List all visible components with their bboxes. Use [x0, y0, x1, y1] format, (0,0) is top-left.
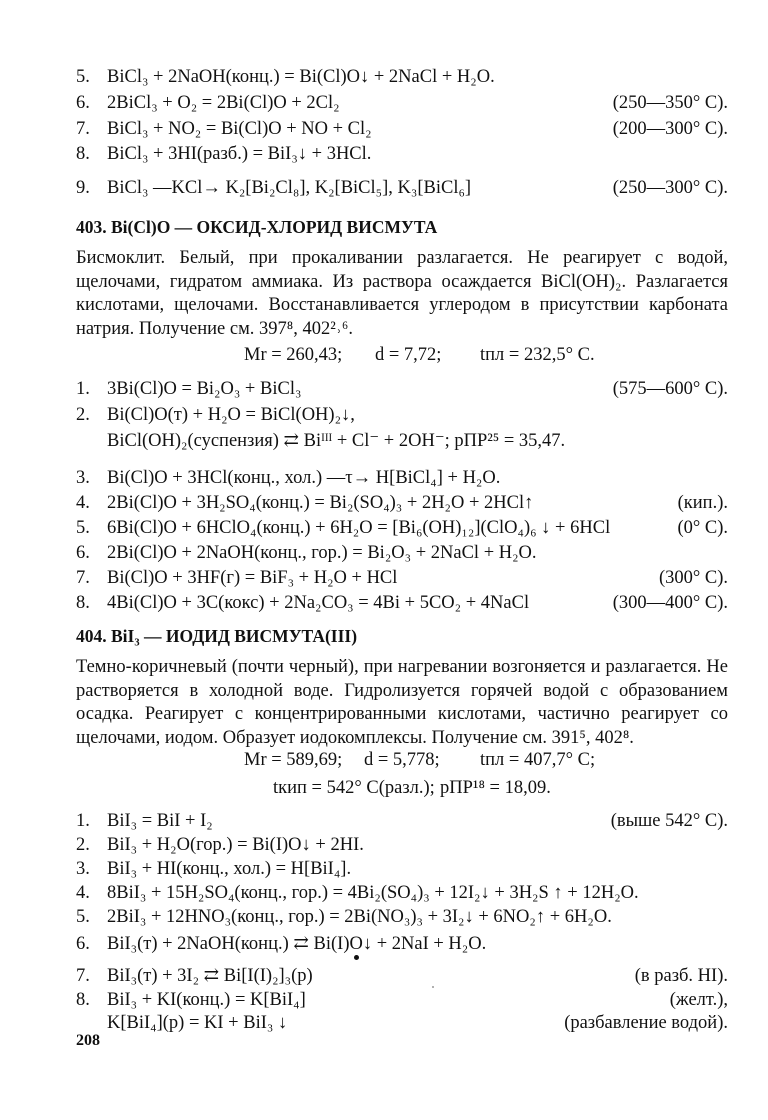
reaction-equation: BiI₃ + HI(конц., хол.) = H[BiI₄].: [107, 859, 352, 879]
reaction-line: [76, 963, 728, 989]
reaction-equation: BiCl₃ + NO₂ = Bi(Cl)O + NO + Cl₂: [107, 119, 372, 139]
reaction-number: 9.: [76, 178, 90, 198]
reaction-condition: (в разб. HI).: [634, 966, 728, 986]
reaction-number: 2.: [76, 405, 90, 425]
reaction-equation: K[BiI₄](р) = KI + BiI₃ ↓: [107, 1013, 288, 1033]
reaction-number: 7.: [76, 119, 90, 139]
property-melting-point: tпл = 407,7° C;: [480, 750, 596, 770]
property-boiling-point: tкип = 542° C(разл.);: [273, 778, 435, 798]
section-description: Бисмоклит. Белый, при прокаливании разлагается. Не реагирует с водой, щелочами, гидратом аммиака. Из раствора осаждается BiCl(OH)₂. Разлагается кислотами, щелочами. Восстанавливается углеродом в присутствии карбоната натрия. Получение см. 397⁸, 402²˒⁶.: [76, 248, 728, 339]
reaction-number: 4.: [76, 493, 90, 513]
reaction-line: [76, 880, 728, 906]
reaction-line: [76, 175, 728, 201]
reaction-number: 6.: [76, 934, 90, 954]
reaction-equation: 3Bi(Cl)O = Bi₂O₃ + BiCl₃: [107, 379, 302, 399]
reaction-number: 8.: [76, 593, 90, 613]
reaction-line: [76, 402, 728, 428]
reaction-number: 6.: [76, 93, 90, 113]
reaction-condition: (300—400° C).: [612, 593, 728, 613]
page-number: 208: [76, 1032, 100, 1049]
reaction-equation: BiCl₃ + 2NaOH(конц.) = Bi(Cl)O↓ + 2NaCl + H₂O.: [107, 67, 495, 87]
reaction-equation: BiCl₃ + 3HI(разб.) = BiI₃↓ + 3HCl.: [107, 144, 372, 164]
reaction-line: [76, 904, 728, 930]
reaction-number: 5.: [76, 907, 90, 927]
reaction-number: 7.: [76, 568, 90, 588]
reaction-condition: (250—300° C).: [612, 178, 728, 198]
reaction-number: 5.: [76, 67, 90, 87]
reaction-condition: (300° C).: [658, 568, 728, 588]
reaction-equation: 2Bi(Cl)O + 2NaOH(конц., гор.) = Bi₂O₃ + 2NaCl + H₂O.: [107, 543, 537, 563]
section-heading: 404. BiI₃ — ИОДИД ВИСМУТА(III): [76, 626, 358, 646]
reaction-line: [76, 376, 728, 402]
reaction-condition: (0° C).: [677, 518, 728, 538]
reaction-equation: BiI₃ + H₂O(гор.) = Bi(I)O↓ + 2HI.: [107, 835, 364, 855]
property-mr: Mr = 589,69;: [244, 750, 343, 770]
reaction-condition: (200—300° C).: [612, 119, 728, 139]
reaction-line: [76, 490, 728, 516]
print-speck: [354, 955, 359, 960]
reaction-line: [76, 515, 728, 541]
property-density: d = 7,72;: [375, 345, 442, 365]
reaction-equation: 6Bi(Cl)O + 6HClO₄(конц.) + 6H₂O = [Bi₆(OH)₁₂](ClO₄)₆ ↓ + 6HCl: [107, 518, 611, 538]
reaction-number: 2.: [76, 835, 90, 855]
reaction-continuation: BiCl(OH)₂(суспензия) ⇄ Biᴵᴵᴵ + Cl⁻ + 2OH⁻; pПP²⁵ = 35,47.: [107, 431, 566, 451]
reaction-number: 5.: [76, 518, 90, 538]
reaction-number: 8.: [76, 144, 90, 164]
reaction-equation: 2BiI₃ + 12HNO₃(конц., гор.) = 2Bi(NO₃)₃ + 3I₂↓ + 6NO₂↑ + 6H₂O.: [107, 907, 612, 927]
reaction-equation: BiI₃ = BiI + I₂: [107, 811, 213, 831]
reaction-equation: Bi(Cl)O + 3HF(г) = BiF₃ + H₂O + HCl: [107, 568, 398, 588]
reaction-equation: Bi(Cl)O(т) + H₂O = BiCl(OH)₂↓,: [107, 405, 355, 425]
reaction-number: 1.: [76, 379, 90, 399]
reaction-line: [76, 931, 728, 957]
reaction-number: 4.: [76, 883, 90, 903]
reaction-condition: (желт.),: [669, 990, 728, 1010]
reaction-number: 3.: [76, 468, 90, 488]
property-mr: Mr = 260,43;: [244, 345, 343, 365]
reaction-line: [76, 1010, 728, 1036]
reaction-condition: (разбавление водой).: [564, 1013, 728, 1033]
reaction-equation: 8BiI₃ + 15H₂SO₄(конц., гор.) = 4Bi₂(SO₄)₃ + 12I₂↓ + 3H₂S ↑ + 12H₂O.: [107, 883, 639, 903]
reaction-line: [76, 64, 728, 90]
reaction-line: [76, 565, 728, 591]
reaction-equation: 2BiCl₃ + O₂ = 2Bi(Cl)O + 2Cl₂: [107, 93, 340, 113]
section-description: Темно-коричневый (почти черный), при нагревании возгоняется и разлагается. Не растворяется в холодной воде. Гидролизуется горячей водой с образованием осадка. Реагирует с концентрированными кислотами, частично реагирует со щелочами, иодом. Образует иодокомплексы. Получение см. 391⁵, 402⁸.: [76, 657, 728, 748]
reaction-line: [76, 590, 728, 616]
reaction-condition: (выше 542° C).: [610, 811, 728, 831]
property-melting-point: tпл = 232,5° C.: [480, 345, 595, 365]
reaction-equation: Bi(Cl)O + 3HCl(конц., хол.) —τ→ H[BiCl₄] + H₂O.: [107, 468, 501, 488]
reaction-line: [76, 90, 728, 116]
reaction-line: [76, 808, 728, 834]
reaction-equation: 2Bi(Cl)O + 3H₂SO₄(конц.) = Bi₂(SO₄)₃ + 2H₂O + 2HCl↑: [107, 493, 534, 513]
reaction-equation: BiCl₃ —KCl→ K₂[Bi₂Cl₈], K₂[BiCl₅], K₃[BiCl₆]: [107, 178, 472, 198]
reaction-line: [76, 141, 728, 167]
reaction-number: 1.: [76, 811, 90, 831]
reaction-condition: (кип.).: [677, 493, 728, 513]
reaction-condition: (250—350° C).: [612, 93, 728, 113]
reaction-number: 8.: [76, 990, 90, 1010]
reaction-number: 6.: [76, 543, 90, 563]
reaction-equation: BiI₃(т) + 2NaOH(конц.) ⇄ Bi(I)O↓ + 2NaI + H₂O.: [107, 934, 487, 954]
reaction-line: [76, 540, 728, 566]
property-density: d = 5,778;: [364, 750, 440, 770]
reaction-number: 7.: [76, 966, 90, 986]
property-solubility-product: pПP¹⁸ = 18,09.: [440, 778, 551, 798]
reaction-line: [76, 856, 728, 882]
reaction-equation: 4Bi(Cl)O + 3C(кокс) + 2Na₂CO₃ = 4Bi + 5CO₂ + 4NaCl: [107, 593, 530, 613]
reaction-equation: BiI₃ + KI(конц.) = K[BiI₄]: [107, 990, 306, 1010]
reaction-number: 3.: [76, 859, 90, 879]
reaction-line: [76, 465, 728, 491]
reaction-line: [76, 116, 728, 142]
reaction-condition: (575—600° C).: [612, 379, 728, 399]
reaction-line: [76, 832, 728, 858]
section-heading: 403. Bi(Cl)O — ОКСИД-ХЛОРИД ВИСМУТА: [76, 217, 438, 237]
reaction-equation: BiI₃(т) + 3I₂ ⇄ Bi[I(I)₂]₃(р): [107, 966, 313, 986]
